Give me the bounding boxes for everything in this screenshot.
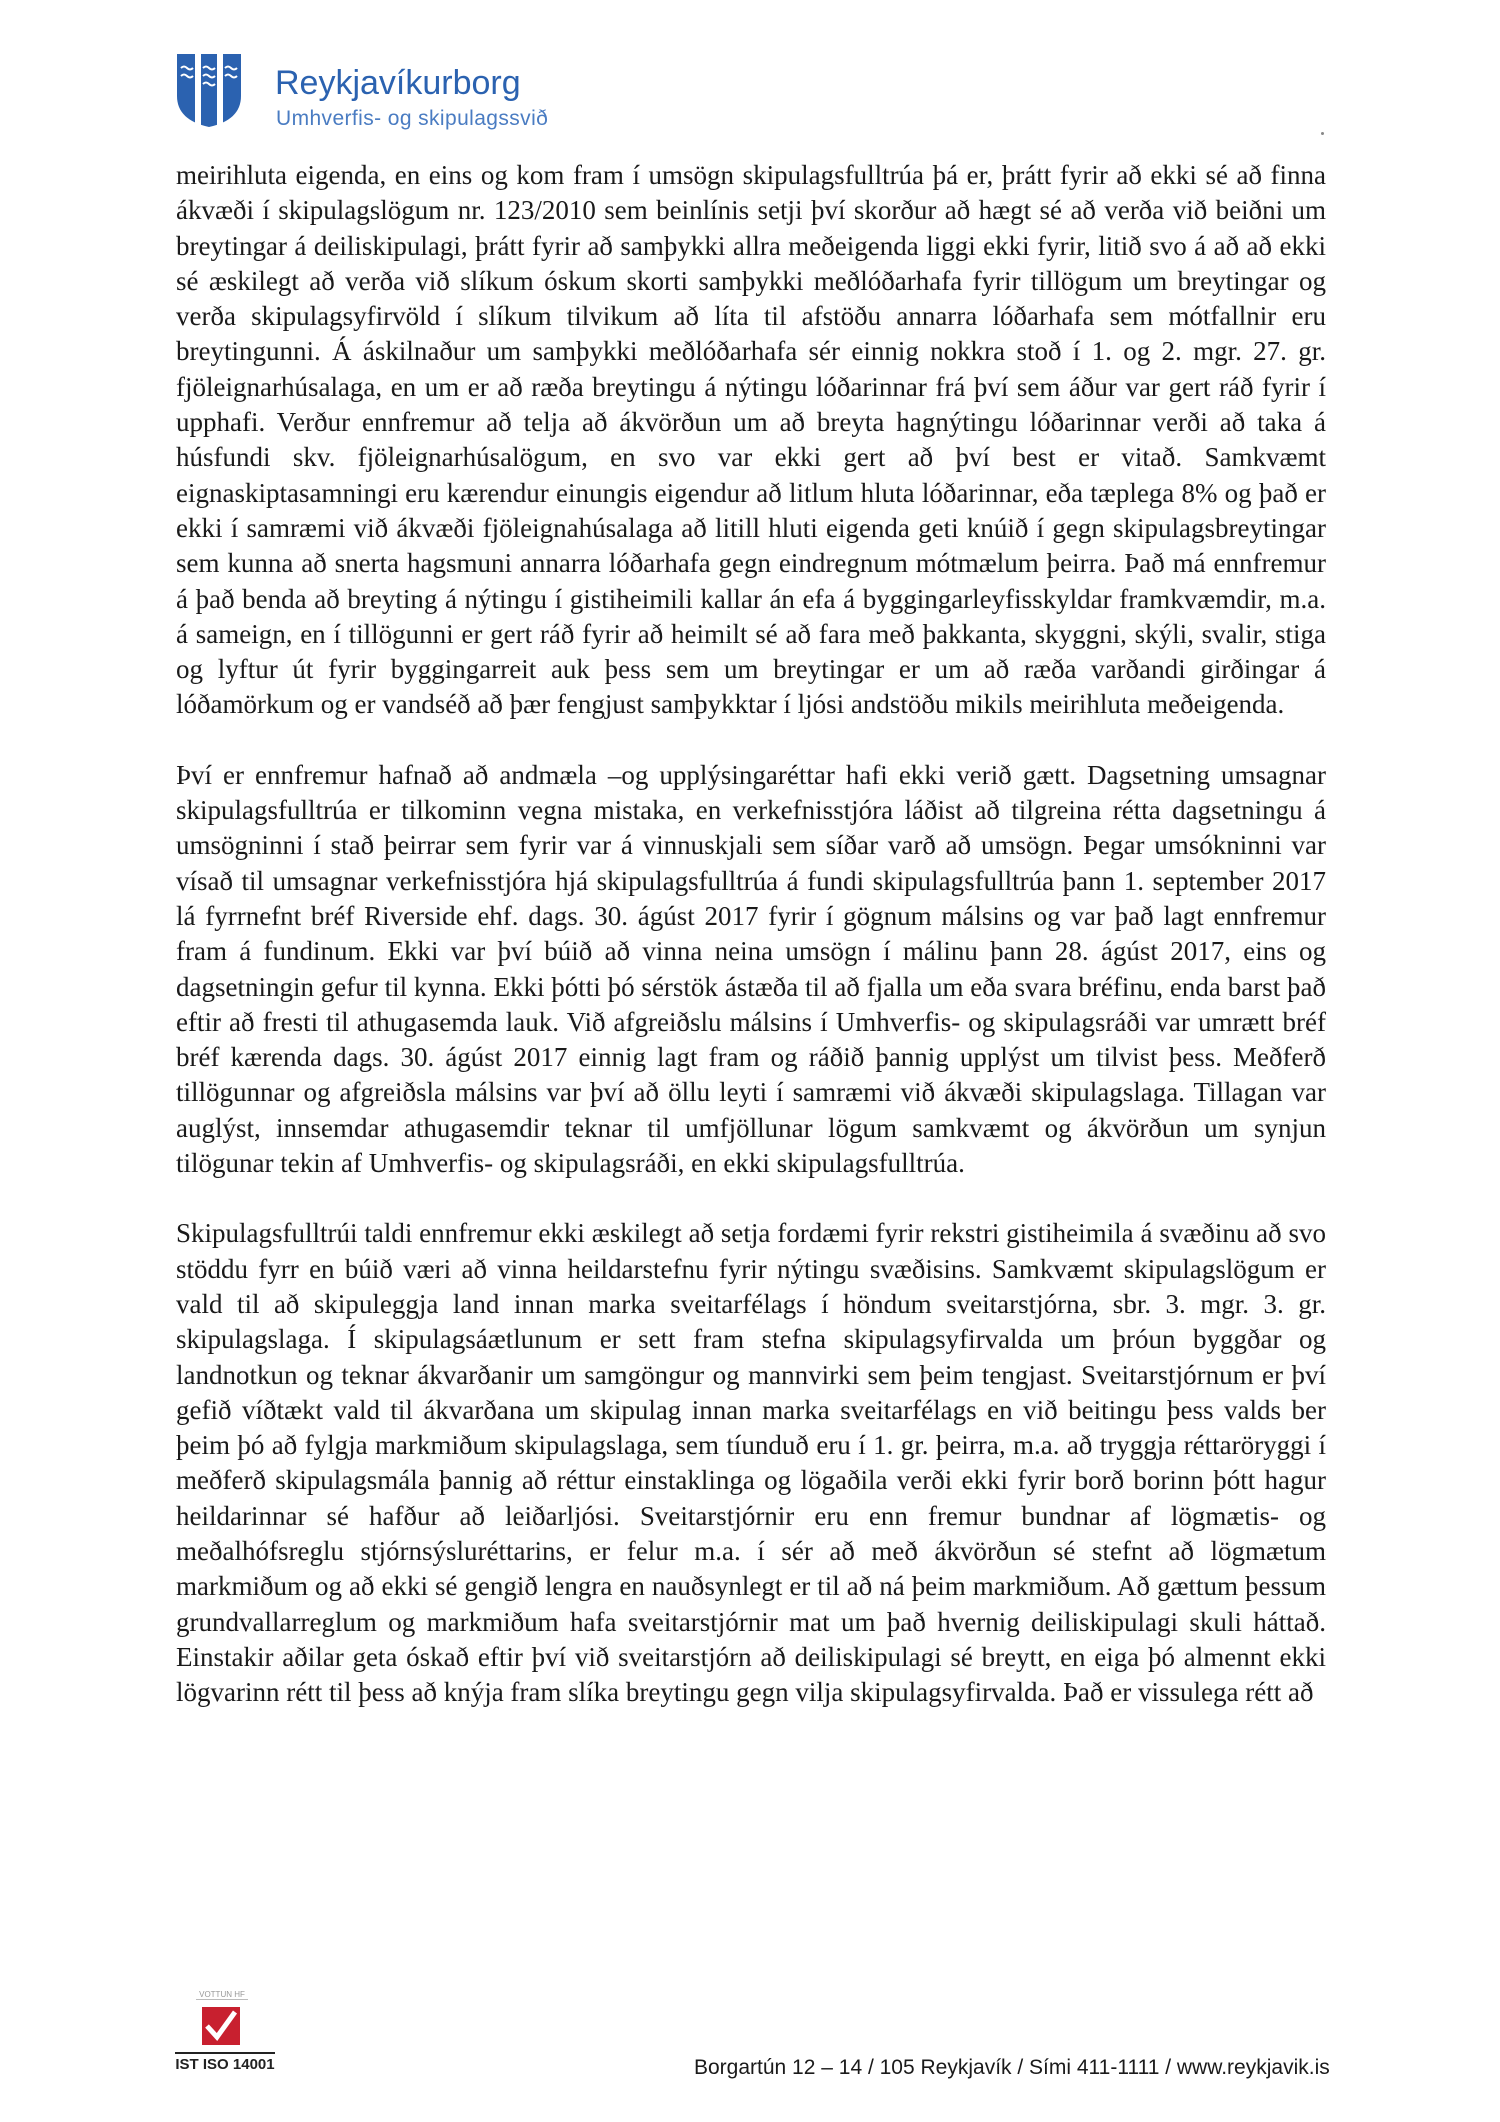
iso-certification-badge	[175, 1990, 275, 2080]
org-name: Reykjavíkurborg	[275, 64, 521, 102]
paragraph: Því er ennfremur hafnað að andmæla –og upplýsingaréttar hafi ekki verið gætt. Dagsetning umsagnar skipulagsfulltrúa er tilkominn vegna mistaka, en verkefnisstjóra láðist að tilgreina rétta dagsetningu á umsögninni í stað þeirrar sem fyrir var á vinnuskjali sem síðar varð að umsögn. Þegar umsókninni var vísað til umsagnar verkefnisstjóra hjá skipulagsfulltrúa á fundi skipulagsfulltrúa þann 1. september 2017 lá fyrrnefnt bréf Riverside ehf. dags. 30. ágúst 2017 fyrir í gögnum málsins og var það lagt ennfremur fram á fundinum. Ekki var því búið að vinna neina umsögn í málinu þann 28. ágúst 2017, eins og dagsetningin gefur til kynna. Ekki þótti þó sérstök ástæða til að fjalla um eða svara bréfinu, enda barst það eftir að fresti til athugasemda lauk. Við afgreiðslu málsins í Umhverfis- og skipulagsráði var umrætt bréf bréf kærenda dags. 30. ágúst 2017 einnig lagt fram og ráðið þannig upplýst um tilvist þess. Meðferð tillögunnar og afgreiðsla málsins var því að öllu leyti í samræmi við ákvæði skipulagslaga. Tillagan var auglýst, innsemdar athugasemdir teknar til umfjöllunar lögum samkvæmt og ákvörðun um synjun tilögunar tekin af Umhverfis- og skipulagsráði, en ekki skipulagsfulltrúa.	[176, 759, 1326, 1179]
paragraph: Skipulagsfulltrúi taldi ennfremur ekki æskilegt að setja fordæmi fyrir rekstri gistiheimila á svæðinu að svo stöddu fyrr en búið væri að vinna heildarstefnu fyrir nýtingu svæðisins. Samkvæmt skipulagslögum er vald til að skipuleggja land innan marka sveitarfélags í höndum sveitarstjórna, sbr. 3. mgr. 3. gr. skipulagslaga. Í skipulagsáætlunum er sett fram stefna skipulagsyfirvalda um þróun byggðar og landnotkun og teknar ákvarðanir um samgöngur og mannvirki sem þeim tengjast. Sveitarstjórnum er því gefið víðtækt vald til ákvarðana um skipulag innan marka sveitarfélags en við beitingu þess valds ber þeim þó að fylgja markmiðum skipulagslaga, sem tíunduð eru í 1. gr. þeirra, m.a. að tryggja réttaröryggi í meðferð skipulagsmála þannig að réttur einstaklinga og lögaðila verði ekki fyrir borð borinn þótt hagur heildarinnar sé hafður að leiðarljósi. Sveitarstjórnir eru enn fremur bundnar af lögmætis- og meðalhófsreglu stjórnsýsluréttarins, er felur m.a. í sér að með ákvörðun sé stefnt að lögmætum markmiðum og að ekki sé gengið lengra en nauðsynlegt er til að ná þeim markmiðum. Að gættum þessum grundvallarreglum og markmiðum hafa sveitarstjórnir mat um það hvernig deiliskipulagi skuli háttað. Einstakir aðilar geta óskað eftir því við sveitarstjórn að deiliskipulagi sé breytt, en eiga þó almennt ekki lögvarinn rétt til þess að knýja fram slíka breytingu gegn vilja skipulagsyfirvalda. Það er vissulega rétt að	[176, 1218, 1326, 1708]
paragraph: meirihluta eigenda, en eins og kom fram í umsögn skipulagsfulltrúa þá er, þrátt fyrir að ekki sé að finna ákvæði í skipulagslögum nr. 123/2010 sem beinlínis setji því skorður að hægt sé að verða við beiðni um breytingar á deiliskipulagi, þrátt fyrir að samþykki allra meðeigenda liggi ekki fyrir, litið svo á að að ekki sé æskilegt að verða við slíkum óskum skorti samþykki meðlóðarhafa fyrir tillögum um breytingar og verða skipulagsyfirvöld í slíkum tilvikum að líta til afstöðu annarra lóðarhafa sem mótfallnir eru breytingunni. Á áskilnaður um samþykki meðlóðarhafa sér einnig nokkra stoð í 1. og 2. mgr. 27. gr. fjöleignarhúsalaga, en um er að ræða breytingu á nýtingu lóðarinnar frá því sem áður var gert ráð fyrir í upphafi. Verður ennfremur að telja að ákvörðun um að breyta hagnýtingu lóðarinnar verði að taka á húsfundi skv. fjöleignarhúsalögum, en svo var ekki gert að því best er vitað. Samkvæmt eignaskiptasamningi eru kærendur einungis eigendur að litlum hluta lóðarinnar, eða tæplega 8% og það er ekki í samræmi við ákvæði fjöleignahúsalaga að litill hluti eigenda geti knúið í gegn skipulagsbreytingar sem kunna að snerta hagsmuni annarra lóðarhafa gegn eindregnum mótmælum þeirra. Það má ennfremur á það benda að breyting á nýtingu í gistiheimili kallar án efa á byggingarleyfisskyldar framkvæmdir, m.a. á sameign, en í tillögunni er gert ráð fyrir að heimilt sé að fara með þakkanta, skyggni, skýli, svalir, stiga og lyftur út fyrir byggingarreit auk þess sem um breytingar er um að ræða varðandi girðingar á lóðamörkum og er vandséð að þær fengjust samþykktar í ljósi andstöðu mikils meirihluta meðeigenda.	[176, 160, 1326, 720]
reykjavik-shield-icon	[175, 52, 243, 128]
scan-artifact	[1321, 132, 1324, 135]
badge-certifier: VOTTUN HF	[196, 1990, 248, 2000]
letter-body	[176, 158, 1326, 1710]
badge-label: IST ISO 14001	[175, 2052, 275, 2073]
footer-address: Borgartún 12 – 14 / 105 Reykjavík / Sími 411-1111 / www.reykjavik.is	[694, 2056, 1330, 2079]
iso-certification-checkmark-icon	[201, 2006, 241, 2046]
department-name: Umhverfis- og skipulagssvið	[276, 107, 549, 130]
